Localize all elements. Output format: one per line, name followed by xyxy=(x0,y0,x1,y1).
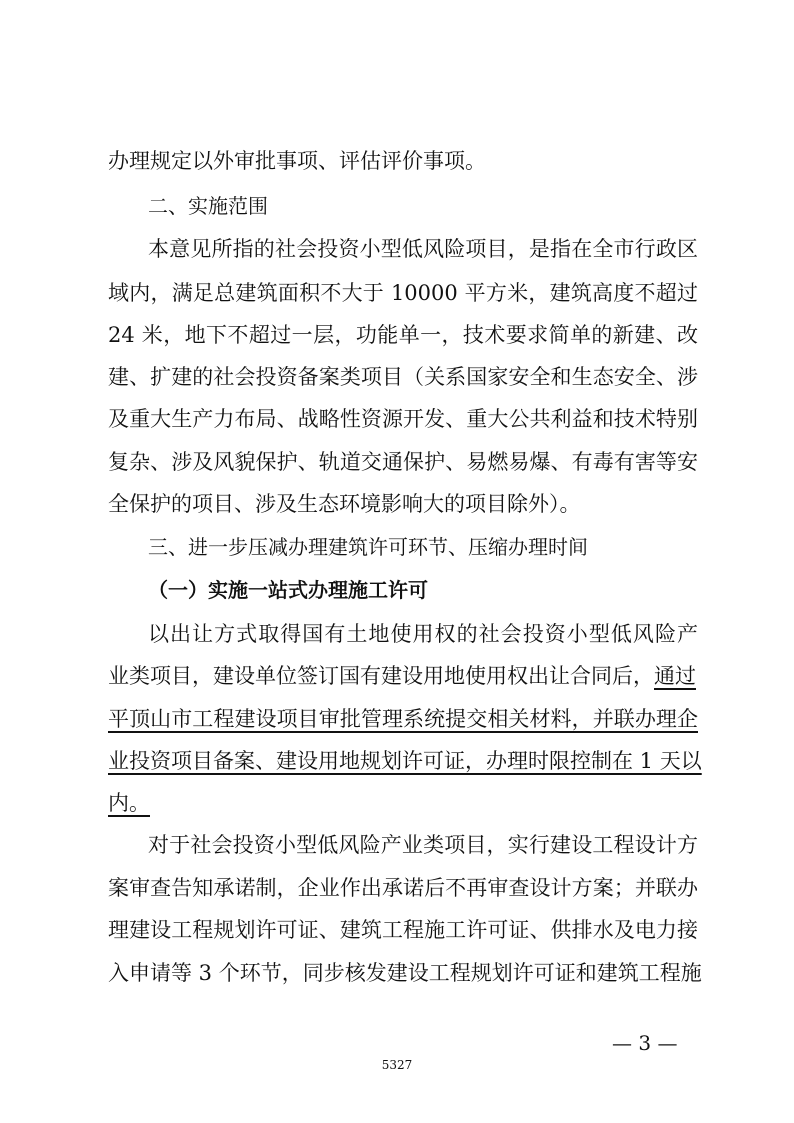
subsection-heading: （一）实施一站式办理施工许可 xyxy=(148,578,428,602)
underlined-text: 通过 xyxy=(654,664,696,688)
underlined-text: 业投资项目备案、建设用地规划许可证，办理时限控制在 1 天以 xyxy=(108,749,702,773)
paragraph-line: 及重大生产力布局、战略性资源开发、重大公共利益和技术特别 xyxy=(108,407,698,431)
paragraph-line: 24 米，地下不超过一层，功能单一，技术要求简单的新建、改 xyxy=(108,323,698,347)
paragraph-line: 对于社会投资小型低风险产业类项目，实行建设工程设计方 xyxy=(148,833,698,857)
paragraph-line: 理建设工程规划许可证、建筑工程施工许可证、供排水及电力接 xyxy=(108,918,698,942)
footer-number: 5327 xyxy=(381,1058,413,1072)
paragraph-line: 域内，满足总建筑面积不大于 10000 平方米，建筑高度不超过 xyxy=(108,281,698,305)
paragraph-line: 本意见所指的社会投资小型低风险项目，是指在全市行政区 xyxy=(148,237,698,261)
section-heading: 二、实施范围 xyxy=(148,194,268,218)
page-number: — 3 — xyxy=(612,1031,678,1055)
paragraph-line: 建、扩建的社会投资备案类项目（关系国家安全和生态安全、涉 xyxy=(108,365,698,389)
paragraph-line: 案审查告知承诺制，企业作出承诺后不再审查设计方案；并联办 xyxy=(108,876,698,900)
section-heading: 三、进一步压减办理建筑许可环节、压缩办理时间 xyxy=(148,535,588,559)
paragraph-line: 以出让方式取得国有土地使用权的社会投资小型低风险产 xyxy=(148,622,698,646)
paragraph-line: 办理规定以外审批事项、评估评价事项。 xyxy=(108,149,486,173)
paragraph-line: 全保护的项目、涉及生态环境影响大的项目除外）。 xyxy=(108,492,581,516)
paragraph-line: 业类项目，建设单位签订国有建设用地使用权出让合同后， xyxy=(108,664,654,688)
underlined-text: 平顶山市工程建设项目审批管理系统提交相关材料，并联办理企 xyxy=(108,707,698,731)
paragraph-line: 入申请等 3 个环节，同步核发建设工程规划许可证和建筑工程施 xyxy=(108,961,702,985)
paragraph-line: 复杂、涉及风貌保护、轨道交通保护、易燃易爆、有毒有害等安 xyxy=(108,450,698,474)
underlined-text: 内。 xyxy=(108,791,150,815)
